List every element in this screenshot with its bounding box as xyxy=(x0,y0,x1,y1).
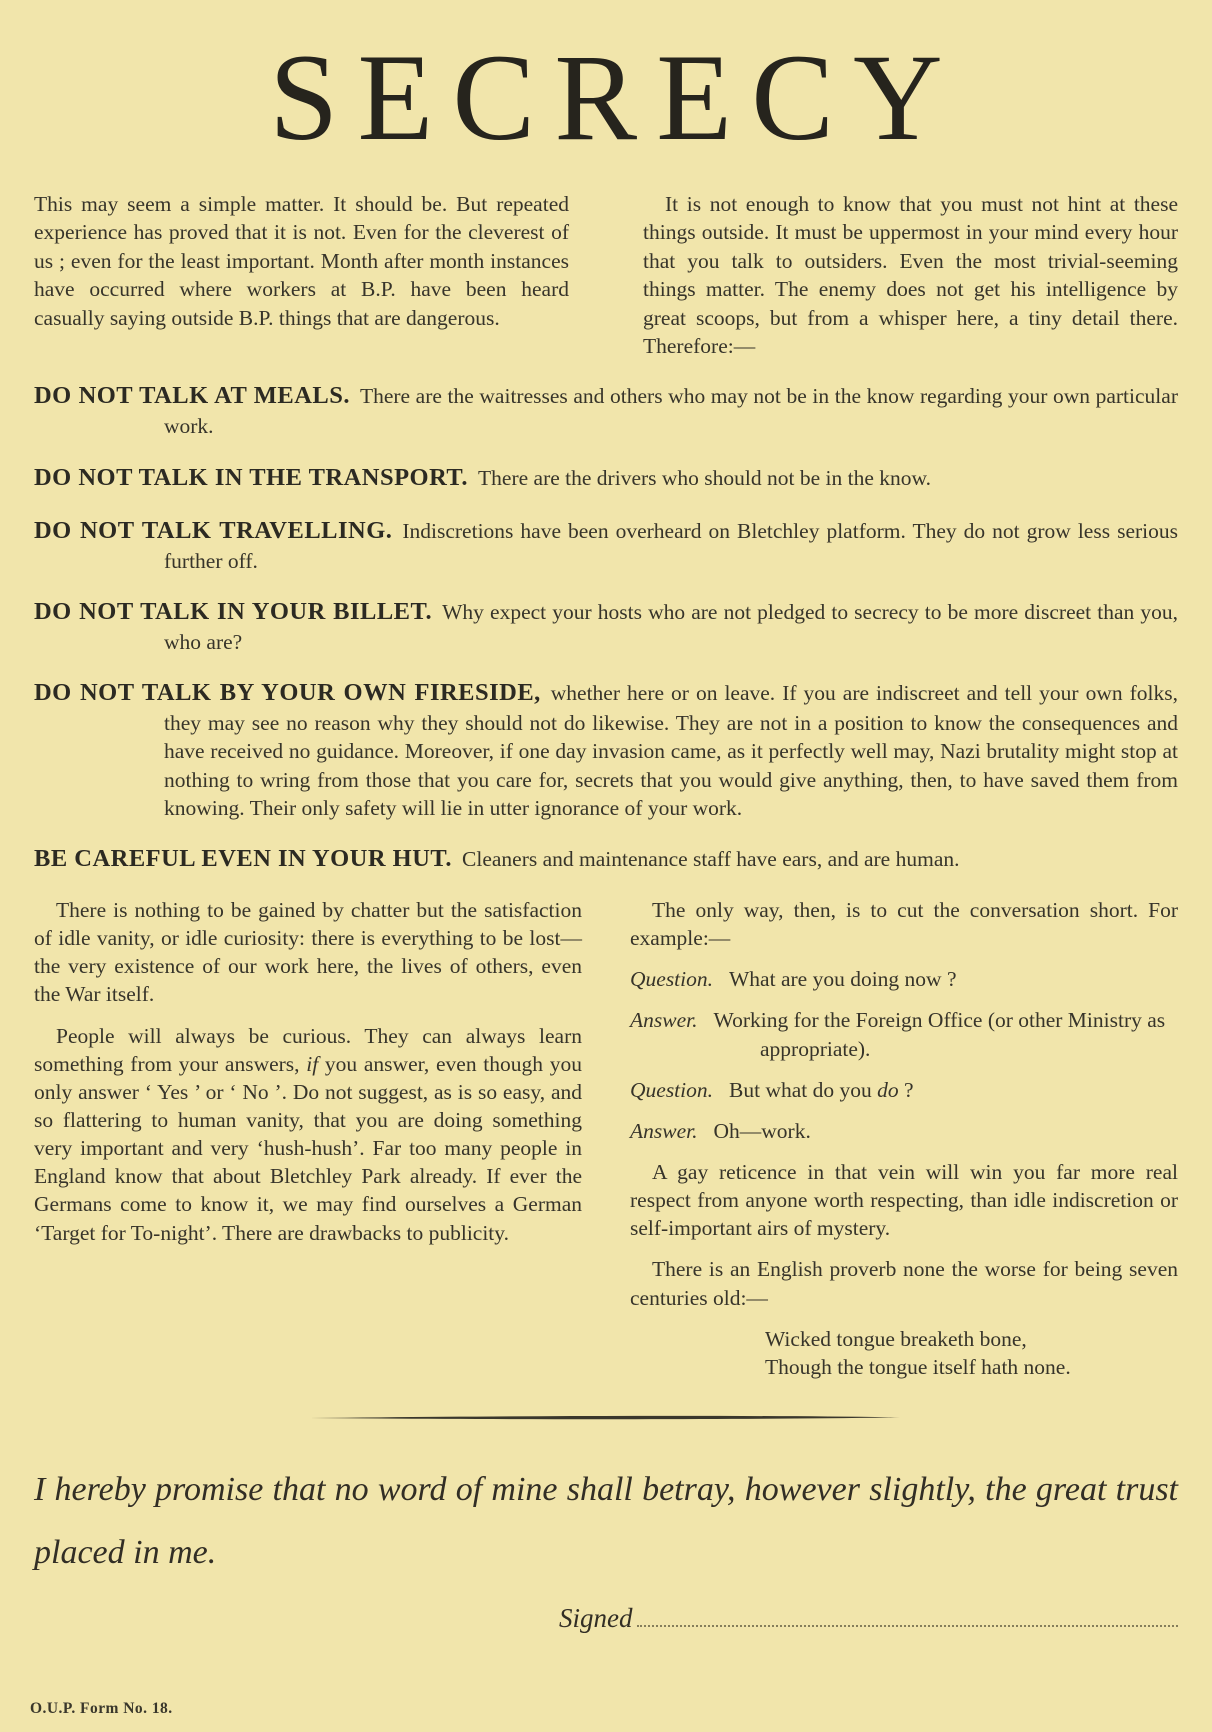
qa-question-2 xyxy=(630,1076,1178,1104)
page-title: SECRECY xyxy=(269,29,962,166)
proverb-line-1: Wicked tongue breaketh bone, xyxy=(765,1326,1027,1351)
curiosity-text: People will always be curious. They can always learn something from your answers, xyxy=(34,1023,582,1076)
rule-heading: DO NOT TALK IN YOUR BILLET. xyxy=(34,597,433,625)
question-text-end: ? xyxy=(898,1077,914,1102)
form-number: O.U.P. Form No. 18. xyxy=(30,1700,173,1717)
question-text: What are you doing now ? xyxy=(729,967,957,992)
signature-line[interactable] xyxy=(637,1608,1179,1627)
rule-do-not-talk-at-meals xyxy=(34,380,1178,440)
rule-body: whether here or on leave. If you are indiscreet and tell your own folks, they may see no reason why they should not do likewise. They are not in a position to know the consequences and have received no guidance. Moreover, if one day invasion came, as it perfectly well may, Nazi brutality might stop at nothing to wring from those that you care for, secrets that you would give anything, then, to have saved them from knowing. Their only safety will lie in utter ignorance of your work. xyxy=(164,681,1178,820)
cut-conversation-paragraph: The only way, then, is to cut the conversation short. For example:— xyxy=(630,897,1178,951)
rule-do-not-talk-in-the-transport xyxy=(34,462,1178,494)
pledge-text: I hereby promise that no word of mine shall betray, however slightly, the great trust placed in me. xyxy=(34,1471,1178,1571)
question-label: Question. xyxy=(630,1077,714,1102)
answer-label: Answer. xyxy=(630,1118,698,1143)
qa-answer-2 xyxy=(630,1117,1178,1145)
rule-do-not-talk-by-your-own-fireside xyxy=(34,677,1178,822)
qa-answer-1 xyxy=(630,1006,1178,1062)
rules-section xyxy=(34,380,1178,875)
intro-section xyxy=(34,190,1178,360)
signed-block xyxy=(559,1603,1178,1634)
rule-body: There are the drivers who should not be in the know. xyxy=(478,465,932,490)
lower-left-column xyxy=(34,896,582,1381)
question-label: Question. xyxy=(630,967,714,992)
intro-left-paragraph: This may seem a simple matter. It should be. But repeated experience has proved that it is not. Even for the cleverest of us ; even for the least important. Month after month instances have occurred where workers at B.P. have been heard casually saying outside B.P. things that are dangerous. xyxy=(34,192,569,330)
qa-question-1 xyxy=(630,965,1178,993)
rule-body: Cleaners and maintenance staff have ears, and are human. xyxy=(462,846,960,871)
rule-do-not-talk-travelling xyxy=(34,515,1178,575)
curiosity-text-continued: you answer, even though you only answer ‘ Yes ’ or ‘ No ’. Do not suggest, as is so easy, and so flattering to human vanity, that you are doing something very important and very ‘hush-hush’. Far too many people in England know that about Bletchley Park already. If ever the Germans come to know it, we may find ourselves a German ‘Target for To-night’. There are drawbacks to publicity. xyxy=(34,1051,582,1245)
rule-do-not-talk-in-your-billet xyxy=(34,596,1178,656)
lower-section xyxy=(34,896,1178,1381)
reticence-paragraph: A gay reticence in that vein will win you far more real respect from anyone worth respecting, than idle indiscretion or self-important airs of mystery. xyxy=(630,1160,1178,1241)
answer-text: Oh—work. xyxy=(713,1118,811,1143)
rule-body: Why expect your hosts who are not pledged to secrecy to be more discreet than you, who are? xyxy=(164,599,1178,654)
rule-body: Indiscretions have been overheard on Bletchley platform. They do not grow less serious further off. xyxy=(164,518,1178,573)
rule-heading: DO NOT TALK AT MEALS. xyxy=(34,382,350,410)
rule-heading: DO NOT TALK IN THE TRANSPORT. xyxy=(34,463,469,491)
signed-label: Signed xyxy=(559,1602,633,1633)
rule-heading: DO NOT TALK BY YOUR OWN FIRESIDE, xyxy=(34,679,541,707)
answer-label: Answer. xyxy=(630,1008,698,1033)
rule-body: There are the waitresses and others who may not be in the know regarding your own particular work. xyxy=(164,384,1178,439)
curiosity-paragraph xyxy=(34,1022,582,1247)
italic-word-do: do xyxy=(877,1077,899,1102)
tapered-divider xyxy=(310,1409,1178,1417)
answer-text: Working for the Foreign Office (or other Ministry as appropriate). xyxy=(713,1008,1166,1061)
rule-heading: BE CAREFUL EVEN IN YOUR HUT. xyxy=(34,844,453,872)
chatter-paragraph: There is nothing to be gained by chatter but the satisfaction of idle vanity, or idle curiosity: there is everything to be lost—the very existence of our work here, the lives of others, even the War itself. xyxy=(34,897,582,1007)
question-text: But what do you xyxy=(729,1077,878,1102)
intro-right-paragraph: It is not enough to know that you must not hint at these things outside. It must be uppermost in your mind every hour that you talk to outsiders. Even the most trivial-seeming things matter. The enemy does not get his intelligence by great scoops, but from a whisper here, a tiny detail there. Therefore:— xyxy=(643,192,1178,358)
proverb-intro-paragraph: There is an English proverb none the worse for being seven centuries old:— xyxy=(630,1257,1178,1310)
italic-word-if: if xyxy=(306,1051,319,1076)
rule-be-careful-even-in-your-hut xyxy=(34,843,1178,875)
lower-right-column xyxy=(630,896,1178,1381)
rule-heading: DO NOT TALK TRAVELLING. xyxy=(34,516,393,544)
proverb-line-2: Though the tongue itself hath none. xyxy=(765,1354,1071,1379)
